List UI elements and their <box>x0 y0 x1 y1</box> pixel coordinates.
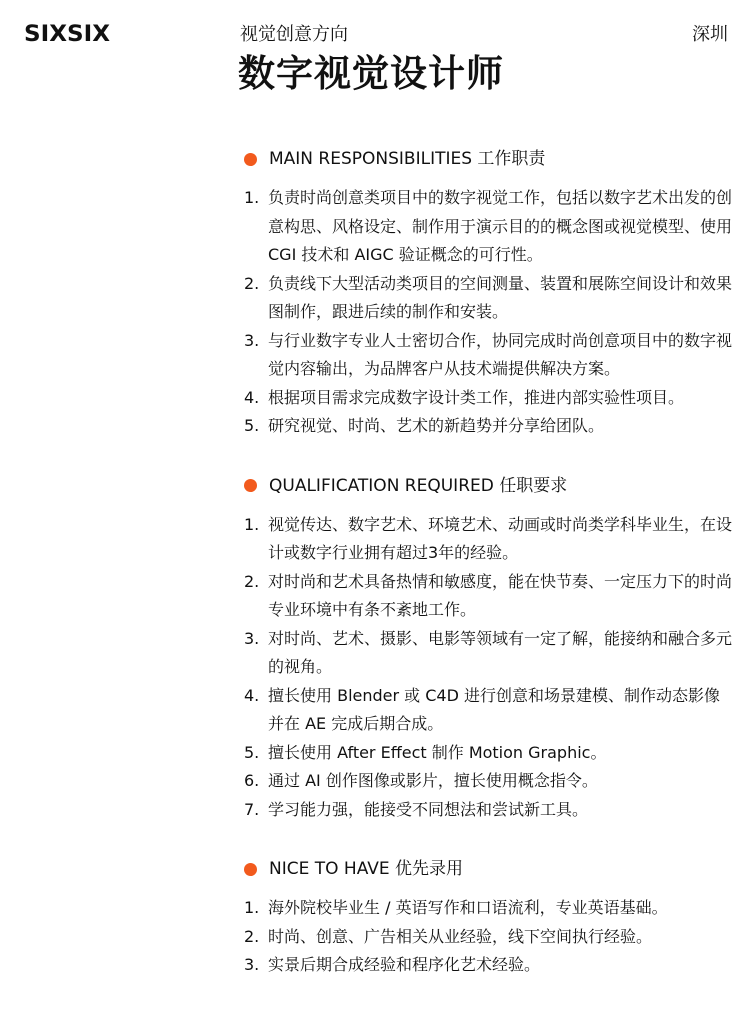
list-item <box>244 767 734 796</box>
item-number: 5. <box>244 416 260 435</box>
item-number: 3. <box>244 628 260 648</box>
job-category: 视觉创意方向 <box>240 24 348 45</box>
item-number: 1. <box>244 188 260 207</box>
item-number: 2. <box>244 571 260 591</box>
item-text: 对时尚、艺术、摄影、电影等领域有一定了解，能接纳和融合多元的视角。 <box>268 628 733 676</box>
bullet-dot-icon <box>244 153 257 166</box>
section-title: QUALIFICATION REQUIRED 任职要求 <box>269 475 568 496</box>
bullet-dot-icon <box>244 479 257 492</box>
item-number: 4. <box>244 685 260 705</box>
item-text: 实景后期合成经验和程序化艺术经验。 <box>268 955 541 974</box>
item-number: 2. <box>244 273 260 293</box>
list-item <box>244 568 734 625</box>
list-item <box>244 412 734 441</box>
item-number: 3. <box>244 330 260 350</box>
list-item <box>244 625 734 682</box>
list-item <box>244 796 734 825</box>
list-item <box>244 184 734 270</box>
section-responsibilities <box>244 146 734 441</box>
item-number: 1. <box>244 514 260 534</box>
list-item <box>244 327 734 384</box>
item-text: 时尚、创意、广告相关从业经验，线下空间执行经验。 <box>268 926 653 946</box>
item-number: 1. <box>244 898 260 917</box>
list-item <box>244 739 734 768</box>
item-text: 海外院校毕业生 / 英语写作和口语流利，专业英语基础。 <box>268 898 668 917</box>
item-number: 7. <box>244 799 260 819</box>
item-text: 擅长使用 Blender 或 C4D 进行创意和场景建模、制作动态影像并在 AE 完成后期合成。 <box>268 685 721 733</box>
item-text: 擅长使用 After Effect 制作 Motion Graphic。 <box>268 742 607 762</box>
responsibilities-list <box>244 184 734 441</box>
item-text: 负责线下大型活动类项目的空间测量、装置和展陈空间设计和效果图制作，跟进后续的制作和安装。 <box>268 273 733 321</box>
section-nice-to-have <box>244 856 734 980</box>
section-header <box>244 473 734 499</box>
item-text: 负责时尚创意类项目中的数字视觉工作，包括以数字艺术出发的创意构思、风格设定、制作用于演示目的的概念图或视觉模型、使用 CGI 技术和 AIGC 验证概念的可行性。 <box>268 188 733 264</box>
list-item <box>244 511 734 568</box>
item-text: 学习能力强，能接受不同想法和尝试新工具。 <box>268 799 589 819</box>
item-text: 研究视觉、时尚、艺术的新趋势并分享给团队。 <box>268 416 605 435</box>
bullet-dot-icon <box>244 863 257 876</box>
section-header <box>244 856 734 882</box>
item-number: 3. <box>244 955 260 974</box>
list-item <box>244 384 734 413</box>
section-title: MAIN RESPONSIBILITIES 工作职责 <box>269 149 546 169</box>
item-text: 通过 AI 创作图像或影片，擅长使用概念指令。 <box>268 771 598 790</box>
brand-logo: SIXSIX <box>24 22 111 47</box>
section-title: NICE TO HAVE 优先录用 <box>269 859 464 879</box>
job-location: 深圳 <box>692 24 728 45</box>
list-item <box>244 894 734 923</box>
list-item <box>244 923 734 952</box>
item-text: 对时尚和艺术具备热情和敏感度，能在快节奏、一定压力下的时尚专业环境中有条不紊地工作。 <box>268 571 733 619</box>
item-number: 6. <box>244 771 260 790</box>
nice-to-have-list <box>244 894 734 980</box>
item-number: 2. <box>244 926 260 946</box>
list-item <box>244 270 734 327</box>
qualifications-list <box>244 511 734 825</box>
item-text: 与行业数字专业人士密切合作，协同完成时尚创意项目中的数字视觉内容输出，为品牌客户从技术端提供解决方案。 <box>268 330 733 378</box>
item-text: 根据项目需求完成数字设计类工作，推进内部实验性项目。 <box>268 387 685 407</box>
job-title: 数字视觉设计师 <box>238 52 504 95</box>
section-header <box>244 146 734 172</box>
item-number: 4. <box>244 387 260 407</box>
item-text: 视觉传达、数字艺术、环境艺术、动画或时尚类学科毕业生，在设计或数字行业拥有超过3年的经验。 <box>268 514 733 562</box>
job-description <box>244 146 734 1012</box>
list-item <box>244 951 734 980</box>
list-item <box>244 682 734 739</box>
item-number: 5. <box>244 742 260 762</box>
section-qualifications <box>244 473 734 825</box>
